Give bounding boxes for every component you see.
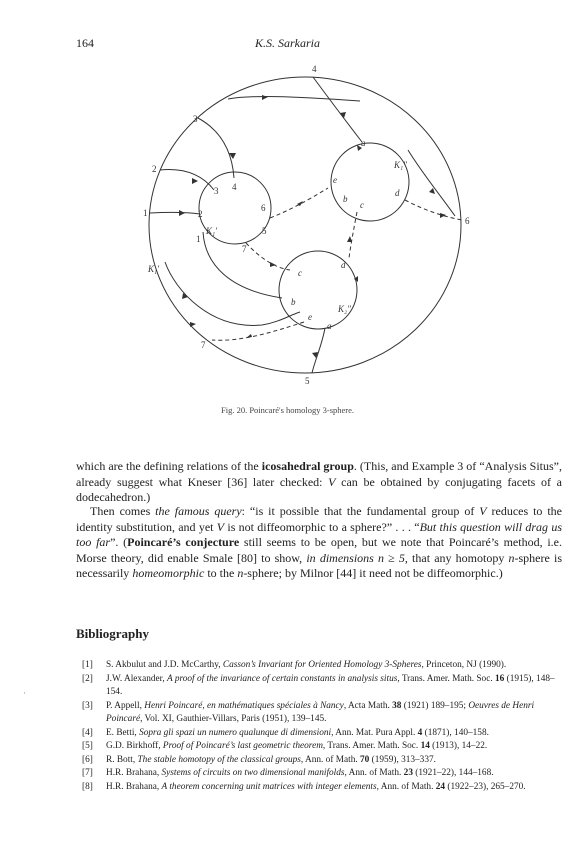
bibliography-run: 38 xyxy=(392,700,402,711)
bibliography-run: The stable homotopy of the classical groups xyxy=(137,754,301,765)
bibliography-run: Proof of Poincaré’s last geometric theorem xyxy=(162,741,323,751)
label-e-bottom: e xyxy=(308,312,312,322)
label-a-bottom: a xyxy=(327,321,332,331)
curve-d-top xyxy=(405,200,462,220)
bibliography-run: , Ann. of Math. xyxy=(344,768,404,778)
bibliography-number: [4] xyxy=(82,727,93,738)
label-outer-4: 4 xyxy=(312,64,317,74)
arrow-bottom-rim xyxy=(190,322,196,327)
bibliography-run: A proof of the invariance of certain constants in analysis situs xyxy=(167,673,398,684)
bibliography-number: [5] xyxy=(82,741,93,751)
label-outer-1: 1 xyxy=(143,208,148,218)
paragraph-run: can be obtained by conjugating facets of a dodecahedron.) xyxy=(76,474,562,504)
label-inner-4: 4 xyxy=(232,182,237,192)
paragraph-run: which are the defining relations of the xyxy=(76,459,262,473)
paragraph-run: -sphere; by Milnor [44] it need not be diffeomorphic.) xyxy=(243,566,503,580)
paragraph-run: V xyxy=(216,519,225,534)
bibliography-run: , Trans. Amer. Math. Soc. xyxy=(397,673,495,684)
bibliography-number: [2] xyxy=(82,673,93,684)
paragraph-run: -sphere is necessarily xyxy=(76,550,562,580)
paragraph-run: icosahedral group xyxy=(261,459,354,473)
bibliography-text xyxy=(106,659,566,673)
paragraph-run: still seems to be open, but we note that Poincaré’s method, i.e. Morse theory, did enable Smale [80] to show, xyxy=(76,535,562,565)
bibliography-run: , Ann. of Math. xyxy=(300,754,361,765)
label-inner-7: 7 xyxy=(242,244,247,254)
bibliography-entry xyxy=(76,781,566,795)
bibliography-run: A theorem concerning unit matrices with integer elements xyxy=(161,781,377,792)
label-inner-5: 5 xyxy=(262,226,267,236)
bibliography-run: 16 xyxy=(494,673,505,684)
bibliography-entry xyxy=(76,740,566,754)
paragraph-run: the famous query xyxy=(155,504,242,518)
paragraph-run: , that any homotopy xyxy=(404,550,509,565)
bibliography-number: [1] xyxy=(82,660,93,670)
bibliography-run: , Princeton, NJ (1990). xyxy=(421,660,507,670)
bibliography-entry xyxy=(76,754,566,768)
bibliography-run: Henri Poincaré, en mathématiques spéciales à Nancy xyxy=(144,700,344,711)
page-number: 164 xyxy=(76,36,94,50)
paragraph-run: n xyxy=(508,550,515,565)
paragraph-run: But this question will drag us too far xyxy=(76,519,562,549)
bibliography-text xyxy=(106,727,566,741)
label-outer-3: 3 xyxy=(193,114,198,124)
bibliography-number: [3] xyxy=(82,700,93,711)
bibliography-text xyxy=(106,767,566,781)
bibliography-text xyxy=(106,754,566,768)
margin-mark: · xyxy=(23,688,26,698)
arrow-cd xyxy=(347,236,352,242)
bibliography-run: 23 xyxy=(403,768,413,778)
label-k2: K₂″ xyxy=(338,304,351,314)
bibliography-run: Systems of circuits on two dimensional manifolds xyxy=(161,768,345,778)
label-d-bottom: d xyxy=(341,260,346,270)
bibliography-run: 24 xyxy=(435,781,446,792)
bibliography-run: G.D. Birkhoff, xyxy=(106,741,163,751)
curve-c-d xyxy=(349,212,357,258)
bibliography-run: , Acta Math. xyxy=(343,700,393,711)
curve-1-k1prime xyxy=(165,262,300,325)
label-c-bottom: c xyxy=(298,268,302,278)
bibliography-entry xyxy=(76,767,566,781)
bibliography-run: 14 xyxy=(420,741,430,751)
bibliography-entry xyxy=(76,673,566,700)
arrow-rim xyxy=(429,188,435,194)
paragraph-run: Then comes xyxy=(90,504,156,518)
bibliography-run: Casson’s Invariant for Oriented Homology 3-Spheres xyxy=(222,660,422,670)
arrow-7 xyxy=(270,262,276,267)
homology-sphere-figure xyxy=(0,0,575,430)
paragraph-1 xyxy=(76,459,562,506)
label-outer-2: 2 xyxy=(152,164,157,174)
bibliography-run: 70 xyxy=(360,754,370,765)
label-a-top: a xyxy=(361,138,366,148)
paragraph-run: V xyxy=(479,504,487,518)
bibliography-run: H.R. Brahana, xyxy=(106,781,162,792)
label-inner-6: 6 xyxy=(261,203,266,213)
bibliography-list xyxy=(76,659,566,794)
bibliography-number: [8] xyxy=(82,781,93,792)
paragraph-run: Poincaré’s conjecture xyxy=(127,535,240,549)
curve-7-c xyxy=(246,243,290,270)
label-inner-3: 3 xyxy=(214,186,219,196)
label-d-top: d xyxy=(395,188,400,198)
arrow-top-rim xyxy=(262,95,268,100)
paragraph-run: ”. ( xyxy=(110,535,128,549)
curve-k2-outer xyxy=(228,97,360,101)
bibliography-entry xyxy=(76,659,566,673)
label-outer-7: 7 xyxy=(201,340,206,350)
bibliography-run: J.W. Alexander, xyxy=(106,673,167,684)
arrow-1 xyxy=(179,210,185,216)
bibliography-run: , Vol. XI, Gauthier-Villars, Paris (1951), 139–145. xyxy=(140,714,327,724)
bibliography-number: [6] xyxy=(82,754,93,765)
figure-caption: Fig. 20. Poincaré's homology 3-sphere. xyxy=(220,405,355,415)
arrow-dashed-d xyxy=(440,213,446,218)
curve-4-a xyxy=(313,77,362,142)
curve-3-4 xyxy=(198,118,234,178)
paragraph-run: to the xyxy=(204,566,238,580)
running-head: K.S. Sarkaria xyxy=(254,36,320,50)
label-inner-2: 2 xyxy=(198,209,203,219)
bibliography-text xyxy=(106,700,566,727)
bibliography-run: H.R. Brahana, xyxy=(106,768,162,778)
label-outer-5: 5 xyxy=(305,376,310,386)
paragraph-run: . (This, and Example 3 of “Analysis Situs”, already suggest what Kneser [36] later checked: xyxy=(76,459,563,489)
bibliography-run: S. Akbulut and J.D. McCarthy, xyxy=(106,660,223,670)
bibliography-run: P. Appell, xyxy=(106,700,145,711)
label-b-top: b xyxy=(343,194,348,204)
bibliography-heading: Bibliography xyxy=(76,626,149,641)
bibliography-entry xyxy=(76,727,566,741)
bibliography-text xyxy=(106,781,566,795)
bibliography-run: (1871), 140–158. xyxy=(422,727,489,738)
paragraph-run: reduces to the identity substitution, and yet xyxy=(76,504,562,534)
bibliography-run: , Trans. Amer. Math. Soc. xyxy=(322,741,421,751)
curve-e-7 xyxy=(212,322,304,340)
label-k1-left: K₁′ xyxy=(206,226,218,236)
paragraph-run: in dimensions n ≥ 5 xyxy=(306,550,405,565)
bibliography-run: , Ann. Mat. Pura Appl. xyxy=(331,727,418,738)
label-b-bottom: b xyxy=(291,297,296,307)
bibliography-run: (1913), 14–22. xyxy=(429,741,488,751)
bibliography-run: (1922–23), 265–270. xyxy=(445,781,526,792)
paragraph-run: is not diffeomorphic to a sphere?” . . . “ xyxy=(224,519,420,534)
bibliography-text xyxy=(106,740,566,754)
bibliography-run: (1915), 148–154. xyxy=(106,673,555,697)
label-k1-right: K₁′ xyxy=(148,264,160,274)
label-e-top: e xyxy=(333,175,337,185)
bibliography-text xyxy=(106,673,566,700)
bibliography-entry xyxy=(76,700,566,727)
label-outer-6: 6 xyxy=(465,216,470,226)
label-inner-1: 1 xyxy=(196,234,201,244)
bibliography-run: R. Bott, xyxy=(106,754,138,765)
circle-k1-right xyxy=(331,143,409,221)
arrow-2 xyxy=(192,178,198,184)
arrow-e7 xyxy=(246,334,252,338)
bibliography-run: (1959), 313–337. xyxy=(369,754,436,765)
bibliography-run: Sopra gli spazi un numero qualunque di dimensioni xyxy=(139,727,332,738)
paragraph-run: n xyxy=(237,566,244,580)
curve-5-a xyxy=(312,328,325,373)
paragraph-run: V xyxy=(328,474,336,489)
paragraph-run: : “is it possible that the fundamental group of xyxy=(241,504,480,518)
label-k1-top: K₁″ xyxy=(394,160,407,170)
label-c-top: c xyxy=(360,200,364,210)
bibliography-run: (1921–22), 144–168. xyxy=(412,768,494,778)
bibliography-run: , Ann. of Math. xyxy=(376,781,436,792)
curve-rim-right xyxy=(408,150,455,216)
bibliography-number: [7] xyxy=(82,768,93,778)
bibliography-run: (1921) 189–195; xyxy=(401,700,469,711)
paragraph-2 xyxy=(76,504,562,582)
curve-1-2 xyxy=(150,212,200,214)
bibliography-run: E. Betti, xyxy=(106,727,140,738)
bibliography-run: 4 xyxy=(417,727,423,738)
bibliography-run: Oeuvres de Henri Poincaré xyxy=(106,700,535,724)
paragraph-run: homeomorphic xyxy=(132,566,205,580)
